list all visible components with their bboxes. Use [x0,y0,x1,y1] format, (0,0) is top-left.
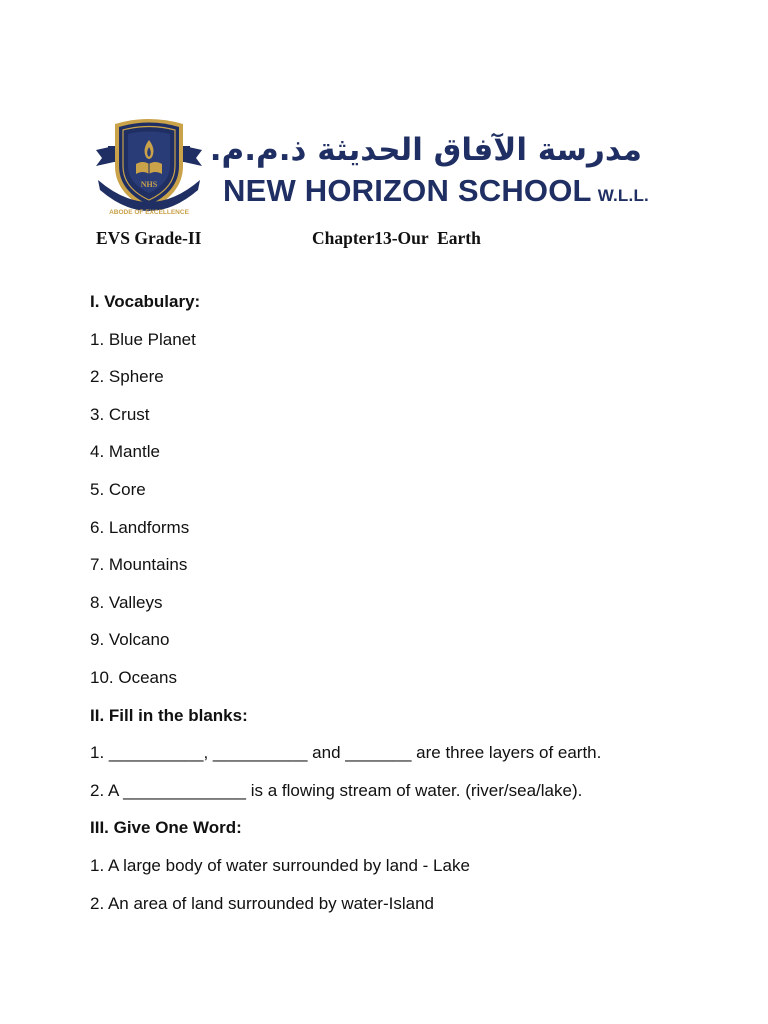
school-header [94,116,654,226]
fill-blanks-heading: II. Fill in the blanks: [90,705,248,725]
chapter-title: Chapter13-Our Earth [312,228,481,248]
worksheet-content [90,288,710,927]
vocabulary-item: 8. Valleys [90,592,163,612]
logo-motto: ABODE OF EXCELLENCE [109,209,189,216]
vocabulary-item: 10. Oceans [90,667,177,687]
school-name-text: NEW HORIZON SCHOOL [223,173,592,208]
school-name-english [223,172,649,215]
vocabulary-item: 2. Sphere [90,367,164,387]
grade-title: EVS Grade-II [96,228,202,248]
school-name-suffix: W.L.L. [597,186,649,205]
one-word-item: 1. A large body of water surrounded by land - Lake [90,855,470,875]
one-word-heading: III. Give One Word: [90,818,242,838]
vocabulary-item: 4. Mantle [90,442,160,462]
vocabulary-item: 5. Core [90,479,146,499]
one-word-item: 2. An area of land surrounded by water-Island [90,893,434,913]
fill-blanks-item: 1. __________, __________ and _______ are three layers of earth. [90,743,602,763]
vocabulary-item: 7. Mountains [90,555,188,575]
vocabulary-heading: I. Vocabulary: [90,292,201,311]
school-logo [94,116,204,222]
worksheet-titles [96,228,656,252]
vocabulary-item: 3. Crust [90,404,150,424]
fill-blanks-item: 2. A _____________ is a flowing stream of water. (river/sea/lake). [90,780,583,800]
logo-initials: NHS [140,180,158,189]
school-name-arabic: مدرسة الآفاق الحديثة ذ.م.م. [209,132,642,168]
vocabulary-item: 1. Blue Planet [90,329,196,349]
vocabulary-item: 6. Landforms [90,517,190,537]
vocabulary-item: 9. Volcano [90,630,170,650]
